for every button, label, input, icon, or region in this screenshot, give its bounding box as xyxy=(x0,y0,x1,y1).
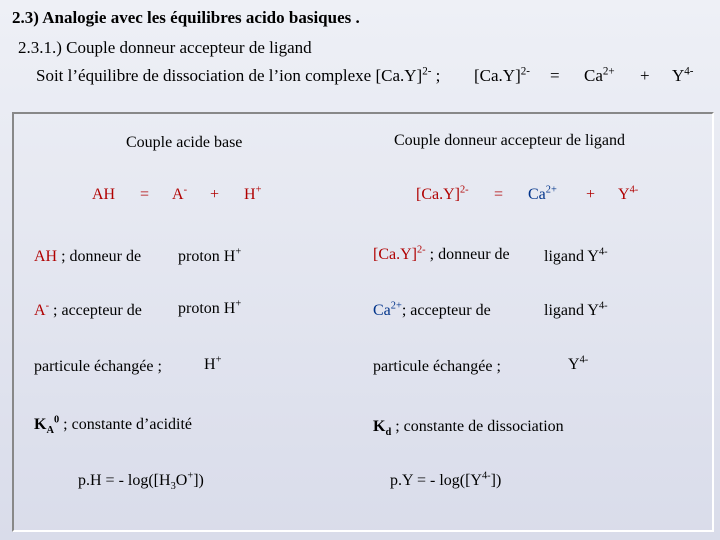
right-heading: Couple donneur accepteur de ligand xyxy=(394,132,626,149)
equilibrium-intro: Soit l’équilibre de dissociation de l’ion complexe $[Ca.Y]^{2-}$ ; xyxy=(36,65,441,85)
left-eq-base: A- xyxy=(172,184,188,203)
left-acceptor: A- ; accepteur de xyxy=(34,300,142,319)
right-acceptor: $Ca^{2+}$; accepteur de xyxy=(373,300,491,319)
right-eq-plus: + xyxy=(586,186,596,203)
right-eq-complex: $[Ca.Y]^{2-}$ xyxy=(416,184,469,203)
left-eq-acid: AH xyxy=(92,186,116,203)
right-constant: $K_d$ ; constante de dissociation xyxy=(373,418,564,439)
right-eq-ligand: $Y^{4-}$ xyxy=(618,184,639,203)
left-eq-equals: = xyxy=(140,186,150,203)
left-eq-proton: H+ xyxy=(244,184,262,203)
right-eq-cation: $Ca^{2+}$ xyxy=(528,184,557,203)
comparison-panel xyxy=(12,112,714,532)
right-exchanged-label: particule échangée ; xyxy=(373,358,501,375)
right-py-formula: p.Y = - $\log([Y^{4-}])$ xyxy=(390,470,502,489)
left-exchanged-label: particule échangée ; xyxy=(34,358,162,375)
right-eq-equals: = xyxy=(494,186,504,203)
section-title: 2.3) Analogie avec les équilibres acido basiques . xyxy=(12,8,360,27)
left-donor: AH ; donneur de xyxy=(34,248,142,265)
left-heading: Couple acide base xyxy=(126,134,243,151)
left-eq-plus: + xyxy=(210,186,220,203)
right-donor: $[Ca.Y]^{2-}$ ; donneur de xyxy=(373,244,510,263)
left-constant: $K_A^0$ ; constante d’acidité xyxy=(34,414,193,437)
section-subtitle: 2.3.1.) Couple donneur accepteur de ligand xyxy=(18,38,312,57)
left-ph-formula: p.H = - $\log([H_3O^+])$ xyxy=(78,470,204,493)
equilibrium-ligand: $Y^{4-}$ xyxy=(672,65,694,85)
left-donor-particle: proton H+ xyxy=(178,246,242,265)
right-acceptor-particle: ligand $Y^{4-}$ xyxy=(544,300,608,319)
right-exchanged-particle: $Y^{4-}$ xyxy=(568,354,589,373)
equilibrium-complex: $[Ca.Y]^{2-}$ xyxy=(474,65,530,85)
left-exchanged-particle: H+ xyxy=(204,354,222,373)
right-donor-particle: ligand $Y^{4-}$ xyxy=(544,246,608,265)
left-acceptor-particle: proton H+ xyxy=(178,298,242,317)
equilibrium-equals: = xyxy=(550,66,560,85)
equilibrium-plus: + xyxy=(640,66,650,85)
equilibrium-cation: $Ca^{2+}$ xyxy=(584,65,615,85)
